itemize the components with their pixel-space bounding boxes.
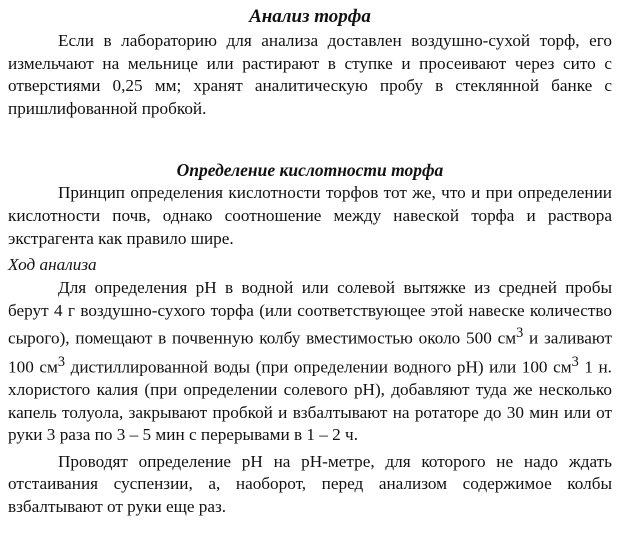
final-paragraph: Проводят определение pH на pH-метре, для которого не надо ждать отстаивания суспензии, а, наоборот, перед анализом содержимое колбы взбалтывают от руки еще раз. <box>8 451 612 516</box>
document-title: Анализ торфа <box>249 6 371 27</box>
procedure-subheading: Ход анализа <box>8 255 97 275</box>
document-page <box>8 4 612 519</box>
procedure-text-3: дистиллированной воды (при определении водного pH) или 100 см <box>65 357 572 377</box>
procedure-paragraph <box>8 277 612 447</box>
procedure-text-4: 1 н. хлористого калия (при определении солевого pH), добавляют туда же несколько капель толуола, закрывают пробкой и взбалтывают на ротаторе до 30 мин или от руки 3 раза по 3 – 5 мин с перерывами в 1 – 2 ч. <box>8 357 612 445</box>
principle-paragraph: Принцип определения кислотности торфов тот же, что и при определении кислотности почв, однако соотношение между навеской торфа и раствора экстрагента как правило шире. <box>8 183 612 248</box>
procedure-text-2: и заливают 100 см <box>8 329 613 377</box>
section-title: Определение кислотности торфа <box>176 160 444 181</box>
procedure-text-1: Для определения pH в водной или солевой вытяжке из средней пробы берут 4 г воздушно-сухого торфа (или соответствующее этой навеске количество сырого), помещают в почвенную колбу вместимостью около 500 см <box>8 278 612 349</box>
intro-paragraph: Если в лабораторию для анализа доставлен воздушно-сухой торф, его измельчают на мельнице или растирают в ступке и просеивают через сито с отверстиями 0,25 мм; хранят аналитическую пробу в стеклянной банке с пришлифованной пробкой. <box>8 31 612 118</box>
superscript-3: 3 <box>571 353 579 370</box>
superscript-3: 3 <box>516 325 524 342</box>
superscript-3: 3 <box>57 353 66 370</box>
